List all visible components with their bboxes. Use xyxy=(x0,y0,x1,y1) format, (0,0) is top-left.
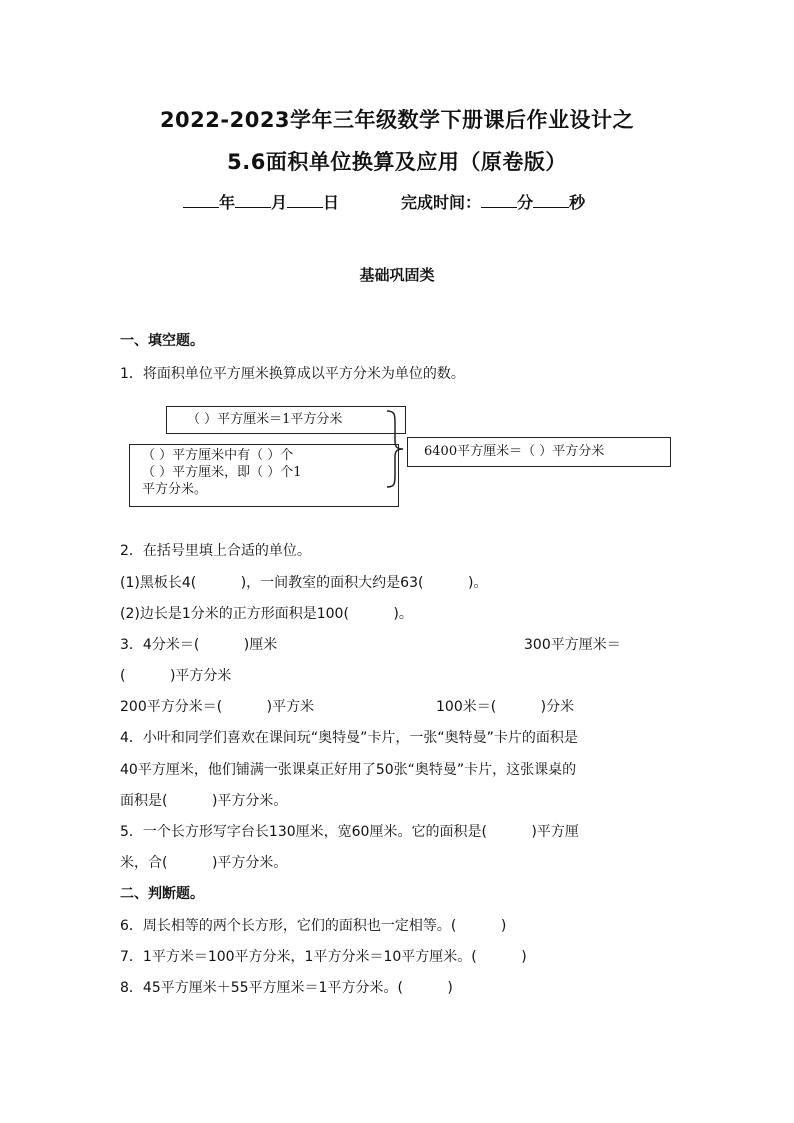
day-label: 日 xyxy=(323,193,340,212)
day-blank xyxy=(287,193,323,208)
second-label: 秒 xyxy=(569,193,586,212)
month-label: 月 xyxy=(271,193,288,212)
year-blank xyxy=(183,193,219,208)
date-time-line xyxy=(183,190,585,213)
question-8: 8．45平方厘米＋55平方厘米＝1平方分米。( ) xyxy=(120,980,453,996)
part1-title: 一、填空题。 xyxy=(120,333,204,349)
year-label: 年 xyxy=(219,193,236,212)
question-6: 6．周长相等的两个长方形，它们的面积也一定相等。( ) xyxy=(120,918,507,934)
question-5-line2: 米，合( )平方分米。 xyxy=(120,855,288,871)
question-5-line1: 5．一个长方形写字台长130厘米，宽60厘米。它的面积是( )平方厘 xyxy=(120,824,579,840)
section-title: 基础巩固类 xyxy=(359,266,435,284)
question-3-a: 3．4分米＝( )厘米 xyxy=(120,637,278,653)
diagram-box-conversion-rule: （ ）平方厘米＝1平方分米 xyxy=(166,406,406,434)
completion-time-label: 完成时间： xyxy=(401,193,482,212)
minute-label: 分 xyxy=(517,193,534,212)
document-title-line1: 2022-2023学年三年级数学下册课后作业设计之 xyxy=(159,108,635,132)
question-4-line3: 面积是( )平方分米。 xyxy=(120,793,288,809)
diagram-box-result: 6400平方厘米＝（ ）平方分米 xyxy=(407,437,671,467)
question-1: 1．将面积单位平方厘米换算成以平方分米为单位的数。 xyxy=(120,366,465,382)
diagram-box-explanation-line2: （ ）平方厘米，即（ ）个1 xyxy=(142,465,302,480)
question-7: 7．1平方米＝100平方分米，1平方分米＝10平方厘米。( ) xyxy=(120,949,527,965)
question-4-line1: 4．小叶和同学们喜欢在课间玩“奥特曼”卡片，一张“奥特曼”卡片的面积是 xyxy=(120,730,578,746)
question-3-d: 200平方分米＝( )平方米 xyxy=(120,699,315,715)
diagram-box-explanation-line1: （ ）平方厘米中有（ ）个 xyxy=(142,448,294,463)
question-2: 2．在括号里填上合适的单位。 xyxy=(120,543,311,559)
question-3-b: 300平方厘米＝ xyxy=(524,637,621,653)
document-title-line2: 5.6面积单位换算及应用（原卷版） xyxy=(227,150,567,174)
diagram-box-explanation xyxy=(129,444,399,507)
question-3-e: 100米＝( )分米 xyxy=(436,699,575,715)
question-2-part2: (2)边长是1分米的正方形面积是100( )。 xyxy=(120,606,413,622)
question-4-line2: 40平方厘米，他们铺满一张课桌正好用了50张“奥特曼”卡片，这张课桌的 xyxy=(120,762,577,778)
part2-title: 二、判断题。 xyxy=(120,886,204,902)
second-blank xyxy=(533,193,569,208)
curly-brace-icon xyxy=(385,409,407,489)
minute-blank xyxy=(481,193,517,208)
month-blank xyxy=(235,193,271,208)
diagram-box-explanation-line3: 平方分米。 xyxy=(142,482,208,497)
question-2-part1: (1)黑板长4( )，一间教室的面积大约是63( )。 xyxy=(120,575,488,591)
question-3-c: ( )平方分米 xyxy=(120,668,232,684)
